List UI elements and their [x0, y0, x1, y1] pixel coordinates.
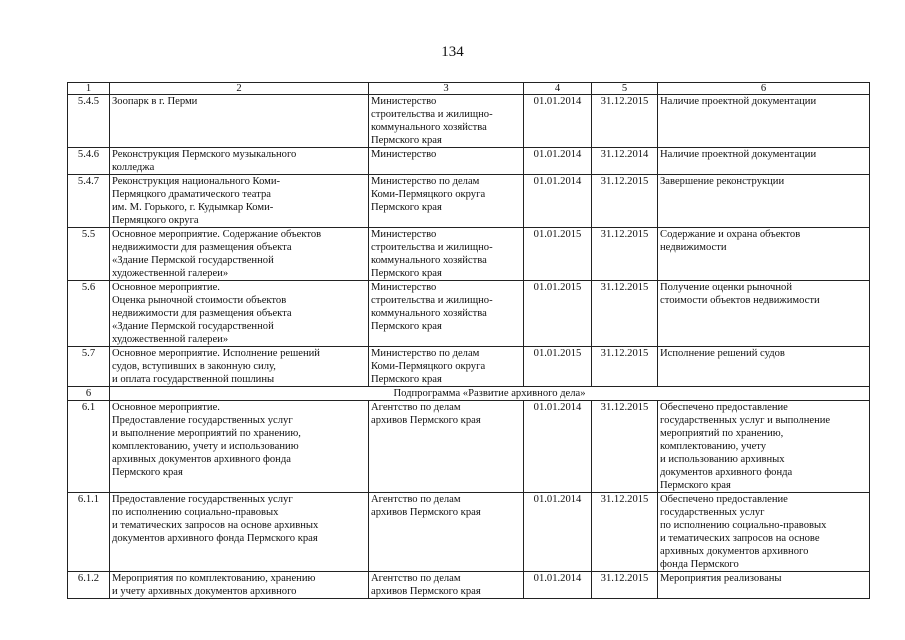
cell-line: государственных услуг и выполнение — [660, 415, 831, 426]
header-col-2: 2 — [110, 83, 369, 95]
executor-cell — [369, 175, 524, 228]
result-cell — [658, 281, 870, 347]
header-col-5: 5 — [592, 83, 658, 95]
cell-line: по исполнению социально-правовых — [660, 520, 827, 531]
row-number: 5.6 — [68, 281, 110, 347]
cell-line: и учету архивных документов архивного — [112, 586, 297, 597]
start-date-cell: 01.01.2015 — [524, 281, 592, 347]
executor-cell — [369, 95, 524, 148]
cell-line: Министерство — [371, 282, 437, 293]
start-date-cell: 01.01.2015 — [524, 228, 592, 281]
row-number: 6.1.1 — [68, 493, 110, 572]
event-name-cell — [110, 572, 369, 599]
cell-line: Пермского края — [371, 268, 442, 279]
cell-line: «Здание Пермской государственной — [112, 321, 274, 332]
end-date-cell: 31.12.2015 — [592, 95, 658, 148]
event-name-cell — [110, 228, 369, 281]
start-date-cell: 01.01.2014 — [524, 493, 592, 572]
program-table — [67, 82, 870, 599]
cell-line: коммунального хозяйства — [371, 308, 487, 319]
cell-line: Получение оценки рыночной — [660, 282, 792, 293]
event-name-cell — [110, 175, 369, 228]
subprogram-number: 6 — [68, 387, 110, 401]
start-date-cell: 01.01.2015 — [524, 347, 592, 387]
event-name-cell — [110, 281, 369, 347]
cell-line: колледжа — [112, 162, 155, 173]
result-cell — [658, 493, 870, 572]
cell-line: Предоставление государственных услуг — [112, 415, 293, 426]
cell-line: Агентство по делам — [371, 402, 461, 413]
cell-line: Предоставление государственных услуг — [112, 494, 293, 505]
header-col-3: 3 — [369, 83, 524, 95]
cell-line: Содержание и охрана объектов — [660, 229, 801, 240]
header-col-6: 6 — [658, 83, 870, 95]
cell-line: Пермского края — [371, 135, 442, 146]
cell-line: художественной галереи» — [112, 268, 229, 279]
cell-line: Пермского края — [371, 321, 442, 332]
result-cell — [658, 95, 870, 148]
cell-line: и оплата государственной пошлины — [112, 374, 275, 385]
table-row — [68, 175, 870, 228]
end-date-cell: 31.12.2015 — [592, 228, 658, 281]
cell-line: Министерство — [371, 229, 437, 240]
cell-line: Завершение реконструкции — [660, 176, 785, 187]
cell-line: коммунального хозяйства — [371, 122, 487, 133]
cell-line: по исполнению социально-правовых — [112, 507, 279, 518]
cell-line: Агентство по делам — [371, 494, 461, 505]
row-number: 5.5 — [68, 228, 110, 281]
start-date-cell: 01.01.2014 — [524, 175, 592, 228]
row-number: 6.1.2 — [68, 572, 110, 599]
event-name-cell — [110, 95, 369, 148]
table-row — [68, 572, 870, 599]
cell-line: Министерство — [371, 96, 437, 107]
cell-line: Наличие проектной документации — [660, 149, 817, 160]
cell-line: Коми-Пермяцкого округа — [371, 189, 486, 200]
cell-line: недвижимости — [660, 242, 727, 253]
executor-cell — [369, 493, 524, 572]
cell-line: архивов Пермского края — [371, 507, 481, 518]
row-number: 6.1 — [68, 401, 110, 493]
cell-line: Основное мероприятие. Исполнение решений — [112, 348, 320, 359]
cell-line: архивных документов архивного фонда — [112, 454, 291, 465]
cell-line: архивных документов архивного — [660, 546, 809, 557]
cell-line: Пермского края — [371, 202, 442, 213]
cell-line: Исполнение решений судов — [660, 348, 785, 359]
cell-line: и тематических запросов на основе — [660, 533, 820, 544]
end-date-cell: 31.12.2015 — [592, 175, 658, 228]
cell-line: документов архивного фонда — [660, 467, 793, 478]
cell-line: им. М. Горького, г. Кудымкар Коми- — [112, 202, 274, 213]
header-row — [68, 83, 870, 95]
result-cell — [658, 347, 870, 387]
cell-line: фонда Пермского — [660, 559, 739, 570]
cell-line: Агентство по делам — [371, 573, 461, 584]
cell-line: Пермского края — [660, 480, 731, 491]
row-number: 5.4.6 — [68, 148, 110, 175]
start-date-cell: 01.01.2014 — [524, 95, 592, 148]
cell-line: мероприятий по хранению, — [660, 428, 784, 439]
table-row — [68, 281, 870, 347]
row-number: 5.4.5 — [68, 95, 110, 148]
end-date-cell: 31.12.2015 — [592, 572, 658, 599]
executor-cell — [369, 228, 524, 281]
end-date-cell: 31.12.2014 — [592, 148, 658, 175]
cell-line: Пермского края — [371, 374, 442, 385]
event-name-cell — [110, 493, 369, 572]
cell-line: недвижимости для размещения объекта — [112, 308, 292, 319]
event-name-cell — [110, 401, 369, 493]
executor-cell — [369, 148, 524, 175]
cell-line: Наличие проектной документации — [660, 96, 817, 107]
executor-cell — [369, 401, 524, 493]
start-date-cell: 01.01.2014 — [524, 572, 592, 599]
subprogram-title: Подпрограмма «Развитие архивного дела» — [110, 387, 870, 401]
cell-line: «Здание Пермской государственной — [112, 255, 274, 266]
table-body — [68, 83, 870, 599]
cell-line: судов, вступивших в законную силу, — [112, 361, 276, 372]
cell-line: стоимости объектов недвижимости — [660, 295, 820, 306]
cell-line: Основное мероприятие. — [112, 402, 220, 413]
end-date-cell: 31.12.2015 — [592, 347, 658, 387]
page-number: 134 — [441, 44, 464, 60]
header-col-4: 4 — [524, 83, 592, 95]
result-cell — [658, 148, 870, 175]
cell-line: строительства и жилищно- — [371, 242, 493, 253]
cell-line: Министерство по делам — [371, 176, 480, 187]
cell-line: строительства и жилищно- — [371, 295, 493, 306]
cell-line: Оценка рыночной стоимости объектов — [112, 295, 287, 306]
cell-line: Министерство по делам — [371, 348, 480, 359]
table-row — [68, 493, 870, 572]
result-cell — [658, 228, 870, 281]
cell-line: и тематических запросов на основе архивных — [112, 520, 319, 531]
event-name-cell — [110, 148, 369, 175]
cell-line: Основное мероприятие. — [112, 282, 220, 293]
executor-cell — [369, 572, 524, 599]
cell-line: документов архивного фонда Пермского края — [112, 533, 318, 544]
result-cell — [658, 175, 870, 228]
start-date-cell: 01.01.2014 — [524, 148, 592, 175]
table-row — [68, 401, 870, 493]
cell-line: комплектованию, учету и использованию — [112, 441, 299, 452]
row-number: 5.7 — [68, 347, 110, 387]
start-date-cell: 01.01.2014 — [524, 401, 592, 493]
table-row — [68, 148, 870, 175]
cell-line: Мероприятия по комплектованию, хранению — [112, 573, 316, 584]
executor-cell — [369, 281, 524, 347]
result-cell — [658, 572, 870, 599]
cell-line: Обеспечено предоставление — [660, 494, 788, 505]
cell-line: Пермяцкого округа — [112, 215, 199, 226]
cell-line: художественной галереи» — [112, 334, 229, 345]
cell-line: недвижимости для размещения объекта — [112, 242, 292, 253]
cell-line: архивов Пермского края — [371, 415, 481, 426]
end-date-cell: 31.12.2015 — [592, 281, 658, 347]
cell-line: государственных услуг — [660, 507, 765, 518]
cell-line: Реконструкция Пермского музыкального — [112, 149, 297, 160]
cell-line: Мероприятия реализованы — [660, 573, 782, 584]
cell-line: Основное мероприятие. Содержание объектов — [112, 229, 322, 240]
executor-cell — [369, 347, 524, 387]
cell-line: коммунального хозяйства — [371, 255, 487, 266]
cell-line: Обеспечено предоставление — [660, 402, 788, 413]
cell-line: архивов Пермского края — [371, 586, 481, 597]
cell-line: Зоопарк в г. Перми — [112, 96, 198, 107]
table-row — [68, 95, 870, 148]
cell-line: комплектованию, учету — [660, 441, 767, 452]
event-name-cell — [110, 347, 369, 387]
table-row — [68, 228, 870, 281]
cell-line: Пермяцкого драматического театра — [112, 189, 271, 200]
end-date-cell: 31.12.2015 — [592, 493, 658, 572]
cell-line: Реконструкция национального Коми- — [112, 176, 281, 187]
subprogram-row — [68, 387, 870, 401]
cell-line: и выполнение мероприятий по хранению, — [112, 428, 301, 439]
result-cell — [658, 401, 870, 493]
cell-line: строительства и жилищно- — [371, 109, 493, 120]
cell-line: Министерство — [371, 149, 437, 160]
cell-line: Коми-Пермяцкого округа — [371, 361, 486, 372]
end-date-cell: 31.12.2015 — [592, 401, 658, 493]
header-col-1: 1 — [68, 83, 110, 95]
row-number: 5.4.7 — [68, 175, 110, 228]
table-row — [68, 347, 870, 387]
cell-line: и использованию архивных — [660, 454, 785, 465]
cell-line: Пермского края — [112, 467, 183, 478]
